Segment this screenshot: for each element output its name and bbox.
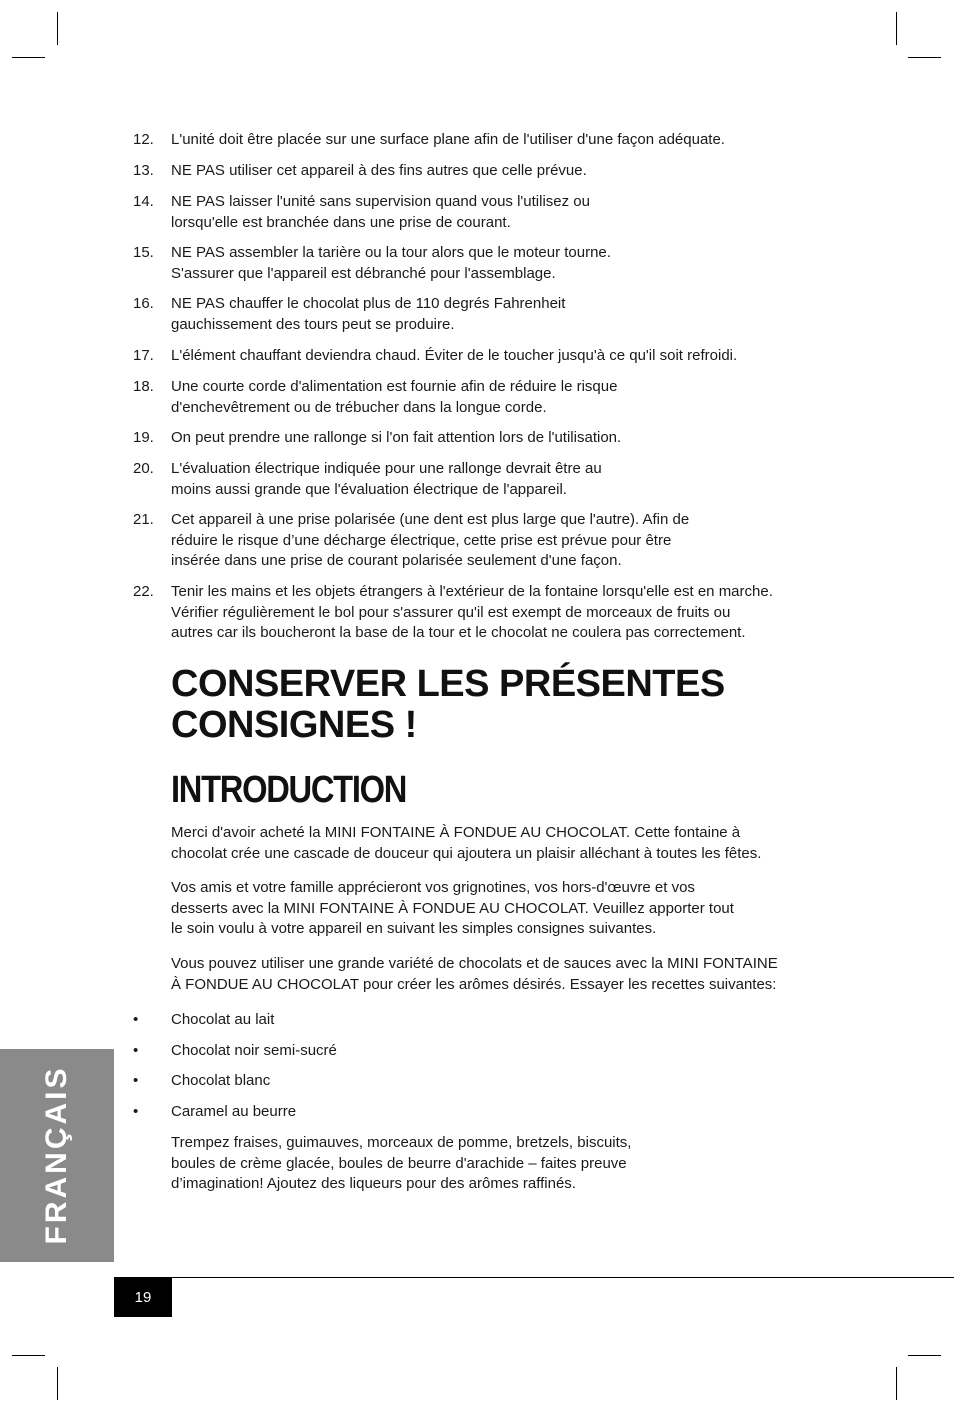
intro-paragraph: Vos amis et votre famille apprécieront vos grignotines, vos hors-d'œuvre et vos desserts avec la MINI FONTAINE À FONDUE AU CHOCOLAT. Veuillez apporter tout le soin voulu à votre appareil en suivant les simples consignes suivantes. <box>171 879 734 937</box>
list-number: 16. <box>133 295 154 312</box>
footer-divider <box>114 1277 954 1278</box>
crop-mark <box>12 1355 45 1356</box>
list-number: 15. <box>133 244 154 261</box>
crop-mark <box>12 57 45 58</box>
list-text: NE PAS chauffer le chocolat plus de 110 degrés Fahrenheit gauchissement des tours peut se produire. <box>171 295 566 333</box>
list-number: 20. <box>133 460 154 477</box>
crop-mark <box>896 1367 897 1400</box>
crop-mark <box>908 57 941 58</box>
page-number: 19 <box>114 1278 172 1317</box>
recipe-label: Chocolat au lait <box>171 1011 275 1028</box>
introduction-heading: INTRODUCTION <box>171 769 407 811</box>
crop-mark <box>57 1367 58 1400</box>
list-text: L'élément chauffant deviendra chaud. Éviter de le toucher jusqu'à ce qu'il soit refroidi. <box>171 347 738 364</box>
list-number: 14. <box>133 193 154 210</box>
crop-mark <box>57 12 58 45</box>
language-tab-label: FRANÇAIS <box>40 1065 73 1245</box>
recipe-label: Caramel au beurre <box>171 1103 297 1120</box>
list-number: 12. <box>133 131 154 148</box>
list-text: L'évaluation électrique indiquée pour une rallonge devrait être au moins aussi grande que l'évaluation électrique de l'appareil. <box>171 460 602 498</box>
closing-paragraph: Trempez fraises, guimauves, morceaux de pomme, bretzels, biscuits, boules de crème glacée, boules de beurre d'arachide – faites preuve d’imagination! Ajoutez des liqueurs pour des arômes raffinés. <box>171 1134 632 1192</box>
recipe-label: Chocolat blanc <box>171 1072 271 1089</box>
crop-mark <box>908 1355 941 1356</box>
language-tab <box>0 1049 114 1262</box>
list-text: NE PAS assembler la tarière ou la tour alors que le moteur tourne. S'assurer que l'appareil est débranché pour l'assemblage. <box>171 244 611 282</box>
list-text: NE PAS utiliser cet appareil à des fins autres que celle prévue. <box>171 162 587 179</box>
list-number: 18. <box>133 378 154 395</box>
crop-mark <box>896 12 897 45</box>
list-number: 21. <box>133 511 154 528</box>
bullet-icon: • <box>133 1103 139 1120</box>
list-text: Une courte corde d'alimentation est fournie afin de réduire le risque d'enchevêtrement ou de trébucher dans la longue corde. <box>171 378 618 416</box>
list-number: 17. <box>133 347 154 364</box>
list-text: NE PAS laisser l'unité sans supervision quand vous l'utilisez ou lorsqu'elle est branchée dans une prise de courant. <box>171 193 590 231</box>
intro-paragraph: Vous pouvez utiliser une grande variété de chocolats et de sauces avec la MINI FONTAINE À FONDUE AU CHOCOLAT pour créer les arômes désirés. Essayer les recettes suivantes: <box>171 955 778 993</box>
list-number: 22. <box>133 583 154 600</box>
bullet-icon: • <box>133 1011 139 1028</box>
list-number: 13. <box>133 162 154 179</box>
intro-paragraph: Merci d'avoir acheté la MINI FONTAINE À FONDUE AU CHOCOLAT. Cette fontaine à chocolat crée une cascade de douceur qui ajoutera un plaisir alléchant à toutes les fêtes. <box>171 824 762 862</box>
bullet-icon: • <box>133 1072 139 1089</box>
list-text: On peut prendre une rallonge si l'on fait attention lors de l'utilisation. <box>171 429 622 446</box>
list-text: Cet appareil à une prise polarisée (une dent est plus large que l'autre). Afin de réduire le risque d’une décharge électrique, cette prise est prévue pour être insérée dans une prise de courant polarisée seulement d'une façon. <box>171 511 690 569</box>
recipe-label: Chocolat noir semi-sucré <box>171 1042 337 1059</box>
bullet-icon: • <box>133 1042 139 1059</box>
list-text: Tenir les mains et les objets étrangers à l'extérieur de la fontaine lorsqu'elle est en marche. Vérifier régulièrement le bol pour s'assurer qu'il est exempt de morceaux de fruits ou autres car ils boucheront la base de la tour et le chocolat ne coulera pas correctement. <box>171 583 773 641</box>
list-text: L'unité doit être placée sur une surface plane afin de l'utiliser d'une façon adéquate. <box>171 131 725 148</box>
save-instructions-heading: CONSERVER LES PRÉSENTES CONSIGNES ! <box>171 663 725 746</box>
list-number: 19. <box>133 429 154 446</box>
